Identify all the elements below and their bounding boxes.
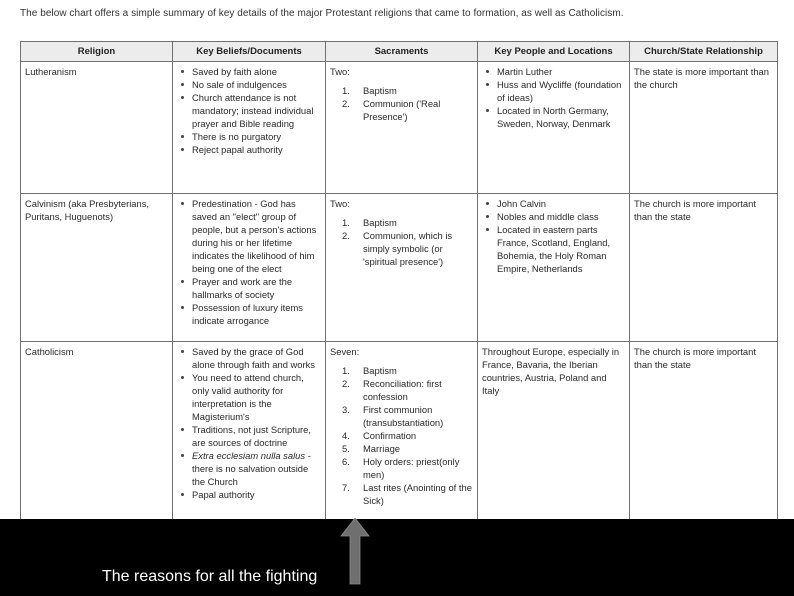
belief-item: Saved by the grace of God alone through faith and works bbox=[178, 345, 321, 371]
people-item: Located in eastern parts France, Scotland, England, Bohemia, the Holy Roman Empire, Netherlands bbox=[483, 223, 625, 275]
religion-cell: Calvinism (aka Presbyterians, Puritans, Huguenots) bbox=[21, 194, 173, 342]
header-church-state: Church/State Relationship bbox=[630, 42, 778, 62]
belief-item: Traditions, not just Scripture, are sources of doctrine bbox=[178, 423, 321, 449]
sacraments-cell bbox=[326, 194, 478, 342]
table-row bbox=[21, 62, 778, 194]
belief-item: Church attendance is not mandatory; instead individual prayer and Bible reading bbox=[178, 91, 321, 130]
church-state-cell: The church is more important than the state bbox=[630, 342, 778, 535]
sacrament-item: 2. Communion, which is simply symbolic (or 'spiritual presence') bbox=[342, 230, 453, 267]
sacrament-item: 7. Last rites (Anointing of the Sick) bbox=[342, 482, 472, 506]
sacraments-cell bbox=[326, 62, 478, 194]
intro-text: The below chart offers a simple summary of key details of the major Protestant religions that came to formation, as well as Catholicism. bbox=[20, 8, 624, 19]
table-row bbox=[21, 342, 778, 535]
belief-item: Saved by faith alone bbox=[178, 65, 321, 78]
table-row bbox=[21, 194, 778, 342]
belief-item: Prayer and work are the hallmarks of society bbox=[178, 275, 321, 301]
caption-text: The reasons for all the fighting bbox=[102, 568, 318, 585]
belief-item: Papal authority bbox=[178, 488, 321, 501]
sacrament-item: 4. Confirmation bbox=[342, 430, 417, 441]
belief-item: Reject papal authority bbox=[178, 143, 321, 156]
people-item: Huss and Wycliffe (foundation of ideas) bbox=[483, 78, 625, 104]
church-state-cell: The state is more important than the church bbox=[630, 62, 778, 194]
sacrament-item: 5. Marriage bbox=[342, 443, 400, 454]
sacraments-heading: Two: bbox=[330, 198, 350, 209]
sacraments-cell bbox=[326, 342, 478, 535]
belief-item: Predestination - God has saved an "elect" group of people, but a person's actions during his or her lifetime indicates the likelihood of him being one of the elect bbox=[178, 197, 321, 275]
table-header-row bbox=[21, 42, 778, 62]
sacrament-item: 6. Holy orders: priest(only men) bbox=[342, 456, 460, 480]
belief-item: There is no purgatory bbox=[178, 130, 321, 143]
sacraments-heading: Two: bbox=[330, 66, 350, 77]
belief-item: No sale of indulgences bbox=[178, 78, 321, 91]
header-religion: Religion bbox=[21, 42, 173, 62]
sacrament-item: 1. Baptism bbox=[342, 365, 397, 376]
belief-item: Possession of luxury items indicate arrogance bbox=[178, 301, 321, 327]
sacrament-item: 2. Communion ('Real Presence') bbox=[342, 98, 441, 122]
religion-cell: Lutheranism bbox=[21, 62, 173, 194]
people-item: John Calvin bbox=[483, 197, 625, 210]
people-item: Nobles and middle class bbox=[483, 210, 625, 223]
people-item: Located in North Germany, Sweden, Norway, Denmark bbox=[483, 104, 625, 130]
header-key-people: Key People and Locations bbox=[478, 42, 630, 62]
latin-translation: - there is no salvation outside the Church bbox=[192, 450, 311, 487]
belief-item bbox=[178, 449, 321, 488]
up-arrow-icon bbox=[340, 517, 370, 585]
sacrament-item: 1. Baptism bbox=[342, 217, 397, 228]
header-sacraments: Sacraments bbox=[326, 42, 478, 62]
up-arrow-shape bbox=[341, 518, 369, 584]
beliefs-cell bbox=[173, 194, 326, 342]
people-cell bbox=[478, 194, 630, 342]
people-cell bbox=[478, 62, 630, 194]
religions-comparison-table bbox=[20, 41, 778, 535]
sacraments-heading: Seven: bbox=[330, 346, 360, 357]
beliefs-cell bbox=[173, 342, 326, 535]
sacrament-item: 2. Reconciliation: first confession bbox=[342, 378, 442, 402]
church-state-cell: The church is more important than the state bbox=[630, 194, 778, 342]
latin-phrase: Extra ecclesiam nulla salus bbox=[192, 450, 306, 461]
header-key-beliefs: Key Beliefs/Documents bbox=[173, 42, 326, 62]
sacrament-item: 1. Baptism bbox=[342, 85, 397, 96]
beliefs-cell bbox=[173, 62, 326, 194]
people-item: Martin Luther bbox=[483, 65, 625, 78]
belief-item: You need to attend church, only valid authority for interpretation is the Magisterium's bbox=[178, 371, 321, 423]
religion-cell: Catholicism bbox=[21, 342, 173, 535]
sacrament-item: 3. First communion (transubstantiation) bbox=[342, 404, 444, 428]
people-cell: Throughout Europe, especially in France, Bavaria, the Iberian countries, Austria, Poland and Italy bbox=[478, 342, 630, 535]
